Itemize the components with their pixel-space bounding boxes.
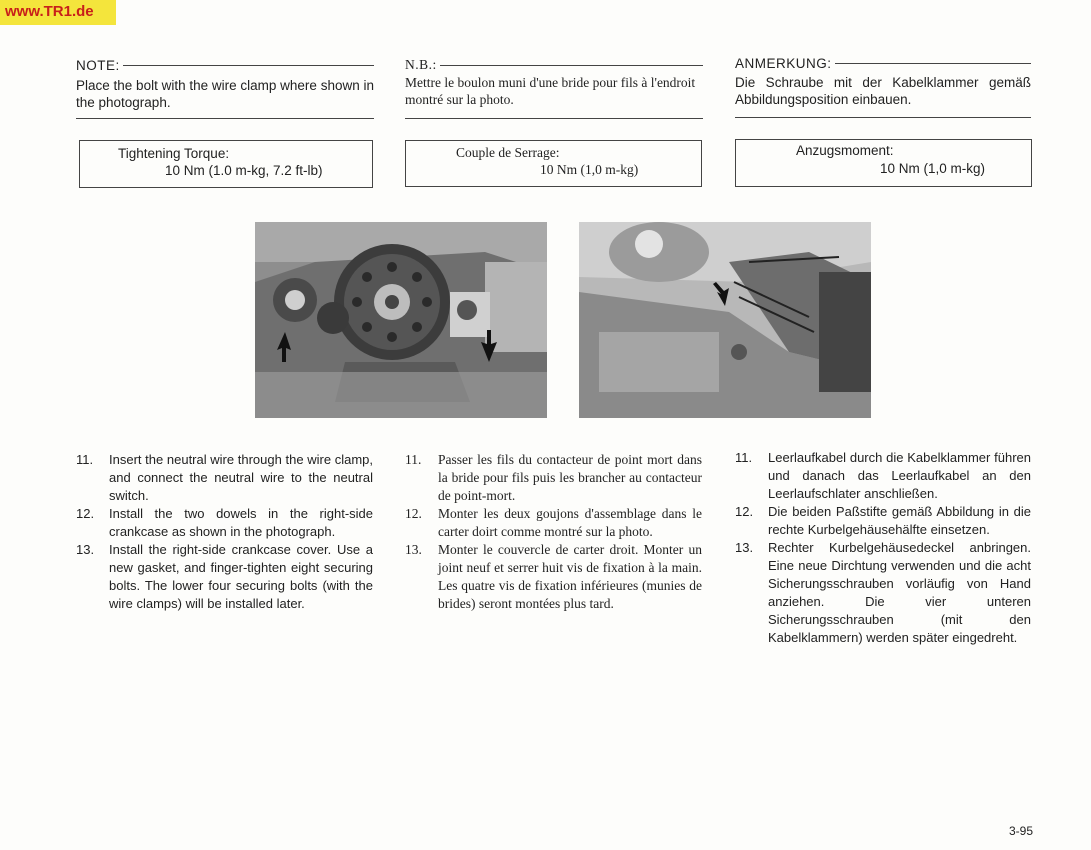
step-number: 12. [405, 506, 422, 521]
step-item [76, 451, 373, 505]
steps-list-de [735, 449, 1031, 647]
steps-list-en [76, 451, 373, 613]
note-label-fr: N.B.: [405, 57, 437, 72]
step-text: Passer les fils du contacteur de point mort dans la bride pour fils puis les brancher au contacteur de point-mort. [438, 452, 702, 503]
step-number: 11. [405, 452, 422, 467]
site-badge-text[interactable]: www.TR1.de [5, 3, 94, 20]
torque-value-fr: 10 Nm (1,0 m-kg) [540, 162, 639, 177]
step-item [735, 539, 1031, 647]
torque-label-de: Anzugsmoment: [796, 143, 894, 158]
step-item [76, 541, 373, 613]
engine-photo-right [579, 222, 871, 418]
step-item [735, 449, 1031, 503]
page-number: 3-95 [1008, 824, 1033, 838]
step-number: 12. [735, 504, 754, 519]
engine-photo-left [255, 222, 547, 418]
note-heading-de [735, 56, 1031, 71]
step-number: 13. [76, 542, 95, 557]
note-rule-de [735, 117, 1031, 118]
note-heading-fr [405, 57, 703, 73]
note-heading-en [76, 58, 374, 73]
torque-box-de [735, 139, 1032, 187]
step-number: 13. [405, 542, 422, 557]
note-label-de: ANMERKUNG: [735, 56, 832, 71]
step-text: Leerlaufkabel durch die Kabelklammer führen und danach das Leerlaufkabel an den Leerlaufschlater anschließen. [768, 450, 1031, 501]
step-item [405, 505, 702, 541]
note-rule-fr [405, 118, 703, 119]
site-badge[interactable] [0, 0, 116, 25]
step-item [76, 505, 373, 541]
step-text: Insert the neutral wire through the wire clamp, and connect the neutral wire to the neutral switch. [109, 452, 373, 503]
torque-label-en: Tightening Torque: [118, 146, 230, 161]
torque-label-fr: Couple de Serrage: [456, 145, 560, 160]
step-number: 12. [76, 506, 95, 521]
note-text-de: Die Schraube mit der Kabelklammer gemäß Abbildungsposition einbauen. [735, 75, 1031, 107]
note-text-en: Place the bolt with the wire clamp where shown in the photograph. [76, 78, 374, 110]
step-item [405, 451, 702, 505]
note-label-en: NOTE: [76, 58, 120, 73]
torque-box-en [79, 140, 373, 188]
step-text: Install the right-side crankcase cover. Use a new gasket, and finger-tighten eight securing bolts. The lower four securing bolts (with the wire clamps) will be installed later. [109, 542, 373, 611]
steps-list-fr [405, 451, 702, 613]
step-number: 11. [76, 452, 94, 467]
torque-value-de: 10 Nm (1,0 m-kg) [880, 161, 986, 176]
step-number: 13. [735, 540, 754, 555]
step-item [405, 541, 702, 613]
step-text: Rechter Kurbelgehäusedeckel anbringen. Eine neue Dirchtung verwenden und die acht Sicherungsschrauben vorläufig von Hand anziehen. Die vier unteren Sicherungsschrauben (mit den Kabelklammern) werden später eingedreht. [768, 540, 1031, 645]
note-rule-en [76, 118, 374, 119]
torque-box-fr [405, 140, 702, 187]
step-text: Install the two dowels in the right-side crankcase as shown in the photograph. [109, 506, 373, 539]
step-text: Monter le couvercle de carter droit. Monter un joint neuf et serrer huit vis de fixation à la main. Les quatre vis de fixation inférieures (munies de brides) seront montées plus tard. [438, 542, 702, 611]
step-text: Die beiden Paßstifte gemäß Abbildung in die rechte Kurbelgehäusehälfte einsetzen. [768, 504, 1031, 537]
step-item [735, 503, 1031, 539]
step-text: Monter les deux goujons d'assemblage dans le carter doirt comme montré sur la photo. [438, 506, 702, 539]
note-text-fr: Mettre le boulon muni d'une bride pour fils à l'endroit montré sur la photo. [405, 75, 696, 107]
torque-value-en: 10 Nm (1.0 m-kg, 7.2 ft-lb) [165, 163, 323, 178]
step-number: 11. [735, 450, 753, 465]
